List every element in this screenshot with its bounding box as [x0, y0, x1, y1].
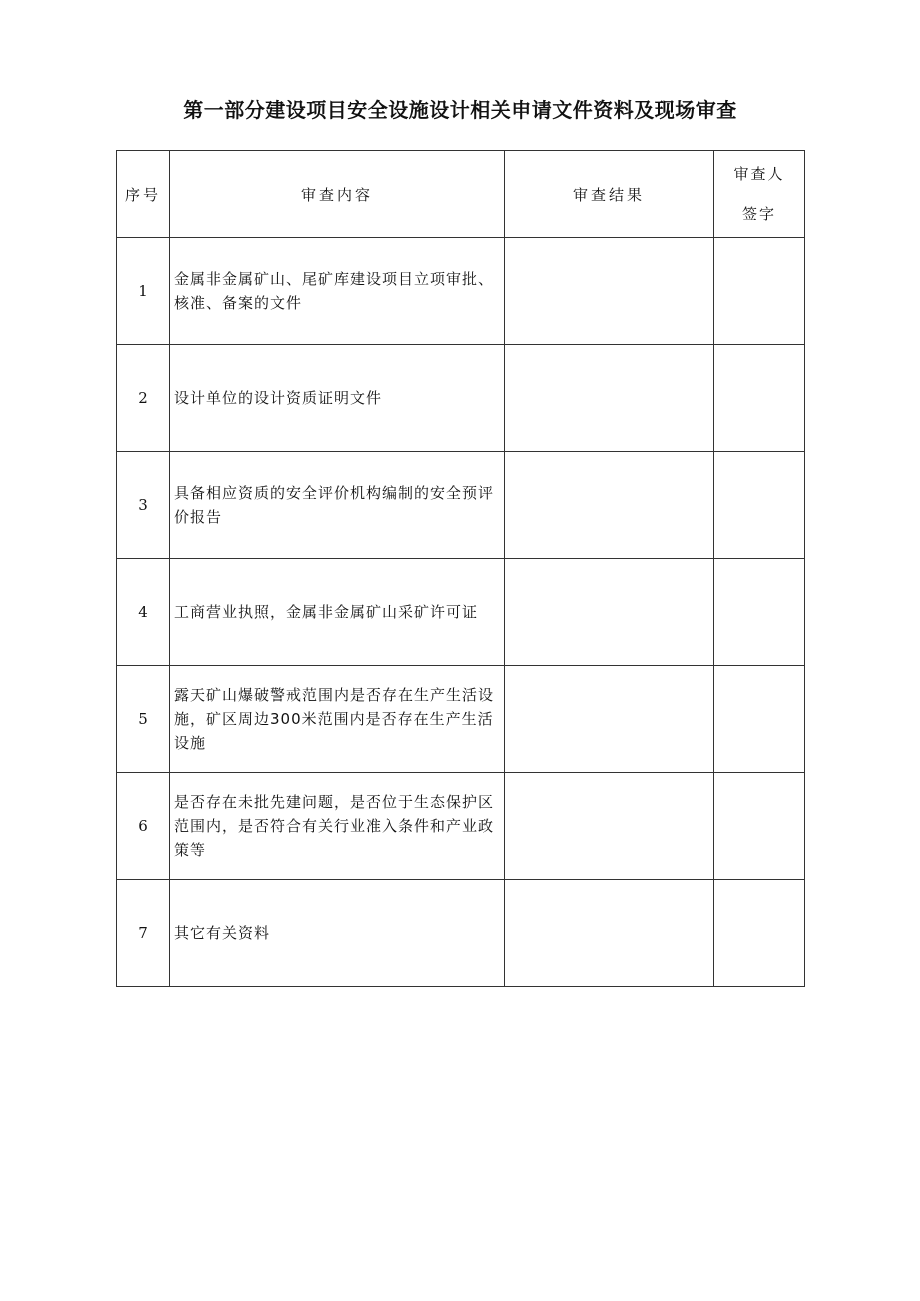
- row-signer-cell[interactable]: [714, 880, 805, 987]
- header-signer-line2: 签字: [741, 205, 776, 223]
- header-signer: [714, 151, 805, 238]
- row-result-cell[interactable]: [505, 559, 714, 666]
- table-row: [117, 773, 805, 880]
- row-seq: 5: [117, 666, 170, 773]
- row-signer-cell[interactable]: [714, 773, 805, 880]
- row-content: 具备相应资质的安全评价机构编制的安全预评价报告: [170, 452, 505, 559]
- table-row: [117, 880, 805, 987]
- page-title: 第一部分建设项目安全设施设计相关申请文件资料及现场审查: [183, 98, 737, 122]
- table-row: [117, 238, 805, 345]
- row-content: 设计单位的设计资质证明文件: [170, 345, 505, 452]
- row-signer-cell[interactable]: [714, 238, 805, 345]
- header-signer-line1: 审查人: [733, 165, 785, 183]
- header-content: 审查内容: [170, 151, 505, 238]
- row-seq: 4: [117, 559, 170, 666]
- row-content: 是否存在未批先建问题，是否位于生态保护区范围内，是否符合有关行业准入条件和产业政策等: [170, 773, 505, 880]
- row-seq: 2: [117, 345, 170, 452]
- table-row: [117, 452, 805, 559]
- row-result-cell[interactable]: [505, 345, 714, 452]
- row-content: 露天矿山爆破警戒范围内是否存在生产生活设施，矿区周边300米范围内是否存在生产生活设施: [170, 666, 505, 773]
- review-table: [116, 150, 805, 987]
- table-row: [117, 345, 805, 452]
- row-signer-cell[interactable]: [714, 559, 805, 666]
- row-content: 金属非金属矿山、尾矿库建设项目立项审批、核准、备案的文件: [170, 238, 505, 345]
- row-content: 其它有关资料: [170, 880, 505, 987]
- row-signer-cell[interactable]: [714, 452, 805, 559]
- row-signer-cell[interactable]: [714, 666, 805, 773]
- row-seq: 3: [117, 452, 170, 559]
- row-result-cell[interactable]: [505, 238, 714, 345]
- row-result-cell[interactable]: [505, 773, 714, 880]
- row-seq: 6: [117, 773, 170, 880]
- table-header-row: [117, 151, 805, 238]
- row-result-cell[interactable]: [505, 666, 714, 773]
- header-result: 审查结果: [505, 151, 714, 238]
- header-seq: 序号: [117, 151, 170, 238]
- row-signer-cell[interactable]: [714, 345, 805, 452]
- table-row: [117, 559, 805, 666]
- row-seq: 7: [117, 880, 170, 987]
- row-content: 工商营业执照，金属非金属矿山采矿许可证: [170, 559, 505, 666]
- row-seq: 1: [117, 238, 170, 345]
- row-result-cell[interactable]: [505, 452, 714, 559]
- table-row: [117, 666, 805, 773]
- row-result-cell[interactable]: [505, 880, 714, 987]
